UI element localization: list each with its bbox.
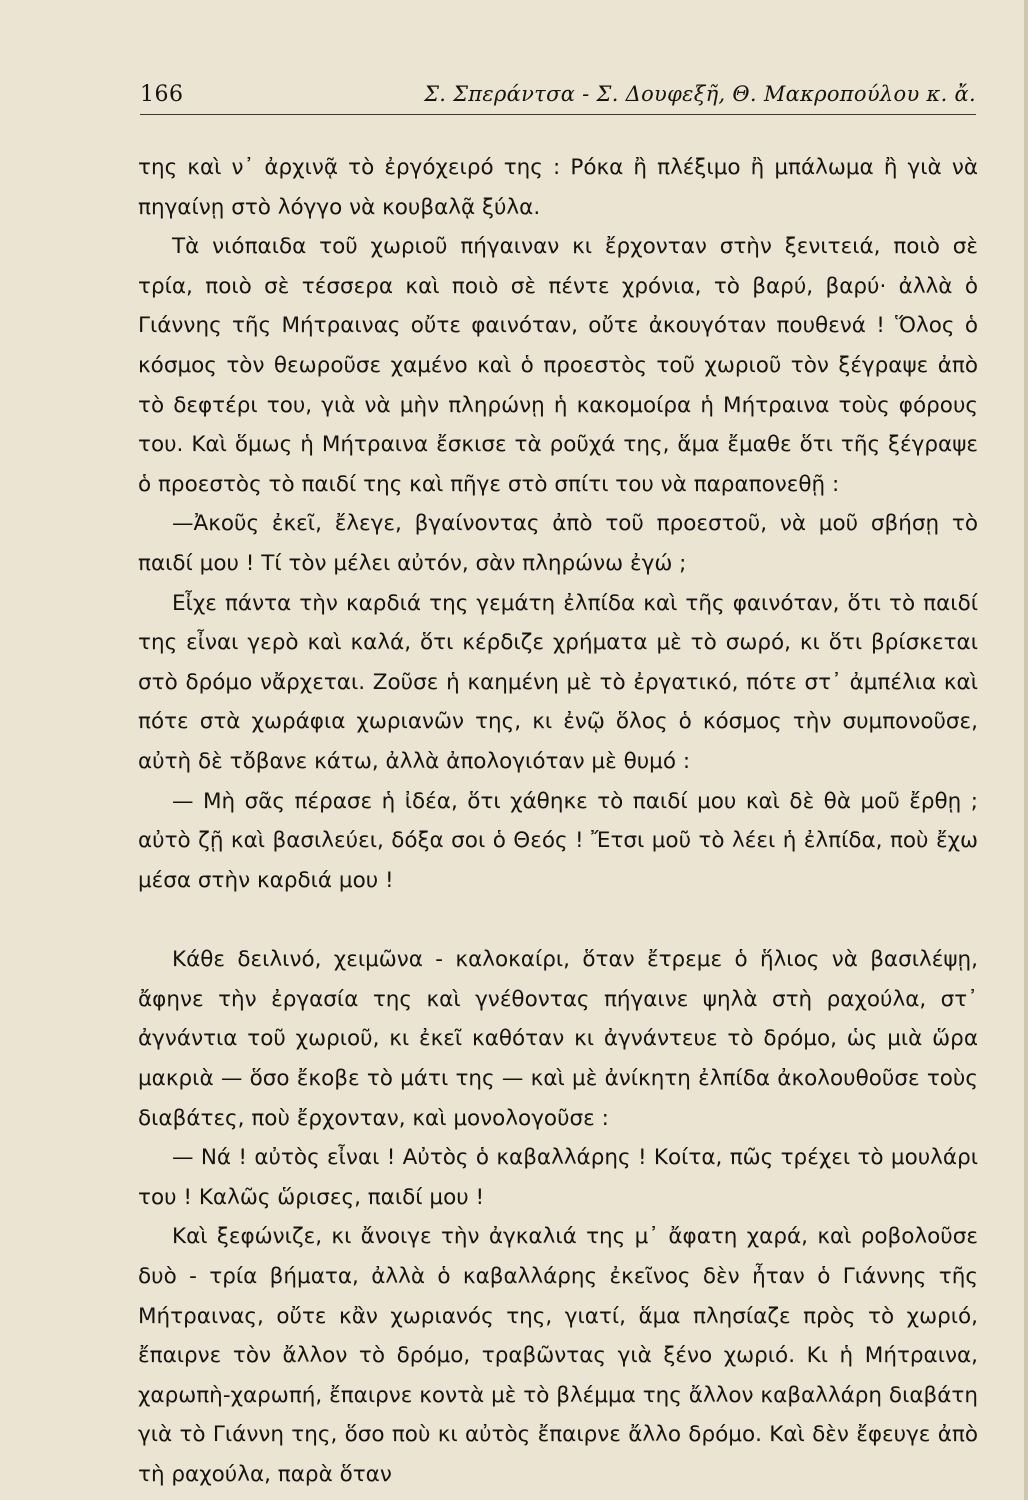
dialogue-paragraph: — Νά ! αὐτὸς εἶναι ! Αὐτὸς ὁ καβαλλάρης ! Κοίτα, πῶς τρέχει τὸ μουλάρι του ! Καλῶς ὥρισες, παιδί μου ! xyxy=(138,1145,978,1210)
paragraph-continued: της καὶ ν᾽ ἀρχινᾷ τὸ ἐργόχειρό της : Ρόκα ἢ πλέξιμο ἢ μπάλωμα ἢ γιὰ νὰ πηγαίνῃ στὸ λόγγο νὰ κουβαλᾷ ξύλα. xyxy=(138,155,978,220)
paragraph: Εἶχε πάντα τὴν καρδιά της γεμάτη ἐλπίδα καὶ τῆς φαινόταν, ὅτι τὸ παιδί της εἶναι γερὸ καὶ καλά, ὅτι κέρδιζε χρήματα μὲ τὸ σωρό, κι ὅτι βρίσκεται στὸ δρόμο νἄρχεται. Ζοῦσε ἡ καημένη μὲ τὸ ἐργατικό, πότε στ᾽ ἀμπέλια καὶ πότε στὰ χωράφια χωριανῶν της, κι ἐνῷ ὅλος ὁ κόσμος τὴν συμπονοῦσε, αὐτὴ δὲ τὄβανε κάτω, ἀλλὰ ἀπολογιόταν μὲ θυμό : xyxy=(138,590,978,774)
dialogue-paragraph: — Μὴ σᾶς πέρασε ἡ ἰδέα, ὅτι χάθηκε τὸ παιδί μου καὶ δὲ θὰ μοῦ ἔρθῃ ; αὐτὸ ζῇ καὶ βασιλεύει, δόξα σοι ὁ Θεός ! Ἔτσι μοῦ τὸ λέει ἡ ἐλπίδα, ποὺ ἔχω μέσα στὴν καρδιά μου ! xyxy=(138,788,978,893)
body-text xyxy=(138,148,978,1495)
page-edge-shadow xyxy=(1024,0,1028,1500)
paragraph-section-start: Κάθε δειλινό, χειμῶνα - καλοκαίρι, ὅταν ἔτρεμε ὁ ἥλιος νὰ βασιλέψῃ, ἄφηνε τὴν ἐργασία της καὶ γνέθοντας πήγαινε ψηλὰ στὴ ραχούλα, στ᾽ ἀγνάντια τοῦ χωριοῦ, κι ἐκεῖ καθόταν κι ἀγνάντευε τὸ δρόμο, ὡς μιὰ ὥρα μακριὰ — ὅσο ἔκοβε τὸ μάτι της — καὶ μὲ ἀνίκητη ἐλπίδα ἀκολουθοῦσε τοὺς διαβάτες, ποὺ ἔρχονταν, καὶ μονολογοῦσε : xyxy=(138,947,978,1131)
dialogue-paragraph: —Ἀκοῦς ἐκεῖ, ἔλεγε, βγαίνοντας ἀπὸ τοῦ προεστοῦ, νὰ μοῦ σβήσῃ τὸ παιδί μου ! Τί τὸν μέλει αὐτόν, σὰν πληρώνω ἐγώ ; xyxy=(138,511,978,576)
paragraph: Καὶ ξεφώνιζε, κι ἄνοιγε τὴν ἀγκαλιά της μ᾽ ἄφατη χαρά, καὶ ροβολοῦσε δυὸ - τρία βήματα, ἀλλὰ ὁ καβαλλάρης ἐκεῖνος δὲν ἦταν ὁ Γιάννης τῆς Μήτραινας, οὔτε κἂν χωριανός της, γιατί, ἅμα πλησίαζε πρὸς τὸ χωριό, ἔπαιρνε τὸν ἄλλον τὸ δρόμο, τραβῶντας γιὰ ξένο χωριό. Κι ἡ Μήτραινα, χαρωπὴ-χαρωπή, ἔπαιρνε κοντὰ μὲ τὸ βλέμμα της ἄλλον καβαλλάρη διαβάτη γιὰ τὸ Γιάννη της, ὅσο ποὺ κι αὐτὸς ἔπαιρνε ἄλλο δρόμο. Καὶ δὲν ἔφευγε ἀπὸ τὴ ραχούλα, παρὰ ὅταν xyxy=(138,1224,978,1487)
running-head-authors: Σ. Σπεράντσα - Σ. Δουφεξῆ, Θ. Μακροπούλου κ. ἄ. xyxy=(424,82,976,106)
page-number: 166 xyxy=(140,82,184,107)
running-header xyxy=(140,78,976,115)
paragraph: Τὰ νιόπαιδα τοῦ χωριοῦ πήγαιναν κι ἔρχονταν στὴν ξενιτειά, ποιὸ σὲ τρία, ποιὸ σὲ τέσσερα καὶ ποιὸ σὲ πέντε χρόνια, τὸ βαρύ, βαρύ· ἀλλὰ ὁ Γιάννης τῆς Μήτραινας οὔτε φαινόταν, οὔτε ἀκουγόταν πουθενά ! Ὅλος ὁ κόσμος τὸν θεωροῦσε χαμένο καὶ ὁ προεστὸς τοῦ χωριοῦ τὸν ξέγραψε ἀπὸ τὸ δεφτέρι του, γιὰ νὰ μὴν πληρώνῃ ἡ κακομοίρα ἡ Μήτραινα τοὺς φόρους του. Καὶ ὅμως ἡ Μήτραινα ἔσκισε τὰ ροῦχά της, ἅμα ἔμαθε ὅτι τῆς ξέγραψε ὁ προεστὸς τὸ παιδί της καὶ πῆγε στὸ σπίτι του νὰ παραπονεθῇ : xyxy=(138,234,978,497)
